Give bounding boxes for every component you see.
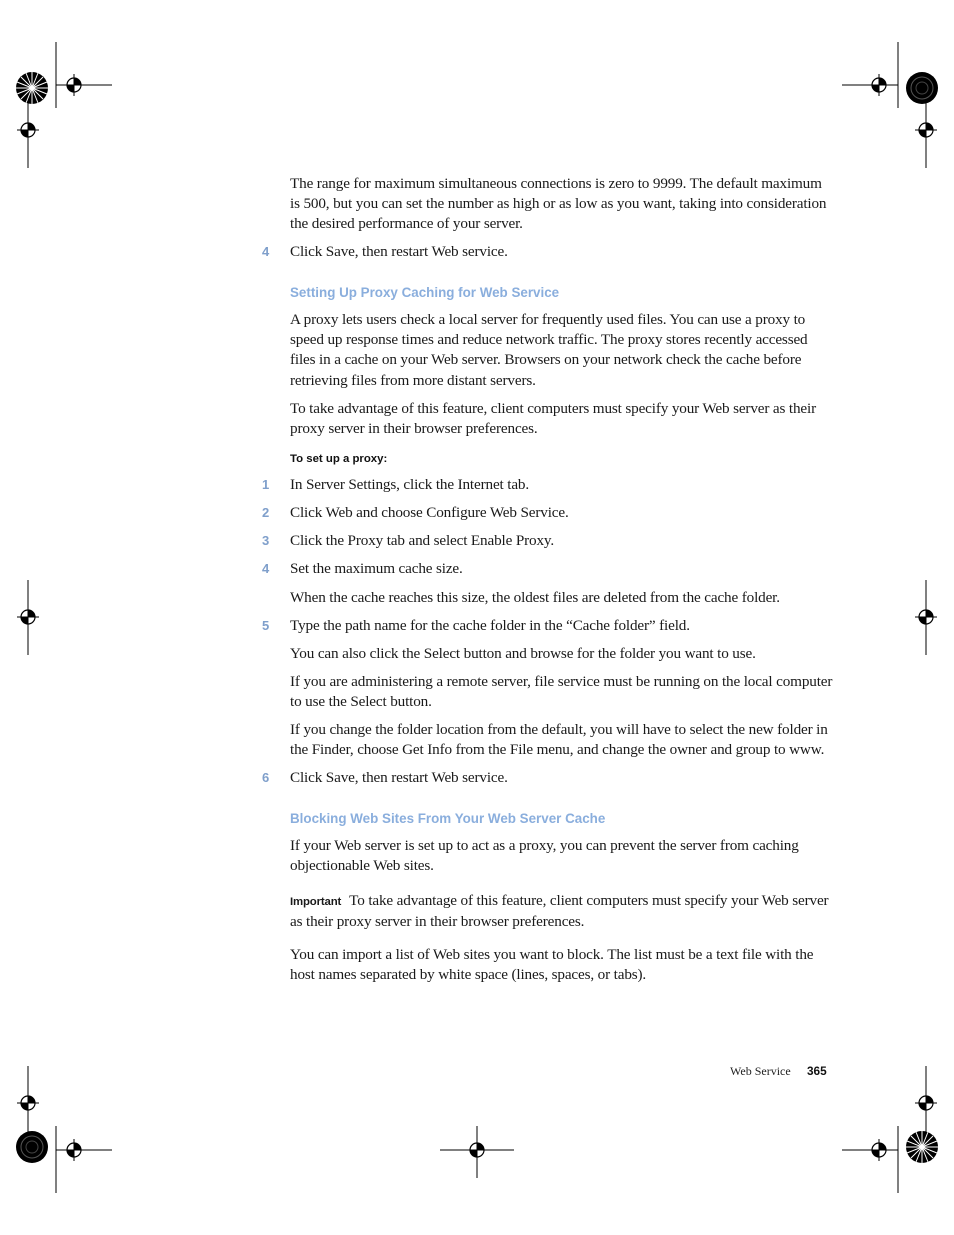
page-number: 365 bbox=[807, 1064, 827, 1078]
blocking-intro-paragraph: If your Web server is set up to act as a proxy, you can prevent the server from caching objectionable Web sites. bbox=[290, 837, 799, 875]
proxy-client-paragraph: To take advantage of this feature, client computers must specify your Web server as their proxy server in their browser preferences. bbox=[290, 400, 817, 438]
blocking-import-paragraph: You can import a list of Web sites you want to block. The list must be a text file with the host names separated by white space (lines, spaces, or tabs). bbox=[290, 946, 814, 984]
step-text: Set the maximum cache size. bbox=[290, 560, 463, 577]
step-text: Click Save, then restart Web service. bbox=[290, 243, 508, 260]
step-note: If you change the folder location from the default, you will have to select the new folder in the Finder, choose Get Info from the File menu, and change the owner and group to www. bbox=[290, 721, 828, 759]
step-number: 5 bbox=[262, 618, 270, 633]
step-text: Type the path name for the cache folder in the “Cache folder” field. bbox=[290, 617, 690, 634]
important-note bbox=[290, 891, 835, 932]
intro-paragraph: The range for maximum simultaneous connections is zero to 9999. The default maximum is 500, but you can set the number as high or as low as you want, taking into consideration the desired performance of your server. bbox=[290, 175, 827, 233]
step-text: In Server Settings, click the Internet tab. bbox=[290, 476, 530, 493]
step-note: When the cache reaches this size, the oldest files are deleted from the cache folder. bbox=[290, 589, 780, 606]
step-number: 1 bbox=[262, 477, 270, 492]
step-number: 4 bbox=[262, 244, 270, 259]
step-number: 4 bbox=[262, 561, 270, 576]
step-note: If you are administering a remote server, file service must be running on the local computer to use the Select button. bbox=[290, 673, 833, 711]
important-text: To take advantage of this feature, client computers must specify your Web server as their proxy server in their browser preferences. bbox=[290, 892, 829, 931]
step-text: Click the Proxy tab and select Enable Proxy. bbox=[290, 532, 555, 549]
task-title: To set up a proxy: bbox=[290, 453, 388, 465]
step-number: 3 bbox=[262, 533, 270, 548]
footer-section-title: Web Service bbox=[730, 1064, 791, 1078]
section-heading-blocking: Blocking Web Sites From Your Web Server Cache bbox=[290, 811, 606, 826]
section-heading-proxy: Setting Up Proxy Caching for Web Service bbox=[290, 285, 560, 300]
important-label: Important bbox=[290, 896, 342, 908]
step-text: Click Save, then restart Web service. bbox=[290, 769, 508, 786]
step-number: 2 bbox=[262, 505, 270, 520]
proxy-intro-paragraph: A proxy lets users check a local server for frequently used files. You can use a proxy to speed up response times and reduce network traffic. The proxy stores recently accessed files in a cache on your Web server. Browsers on your network check the cache before retrieving files from more distant servers. bbox=[290, 311, 808, 389]
step-text: Click Web and choose Configure Web Service. bbox=[290, 504, 569, 521]
step-number: 6 bbox=[262, 770, 270, 785]
step-note: You can also click the Select button and browse for the folder you want to use. bbox=[290, 645, 756, 662]
